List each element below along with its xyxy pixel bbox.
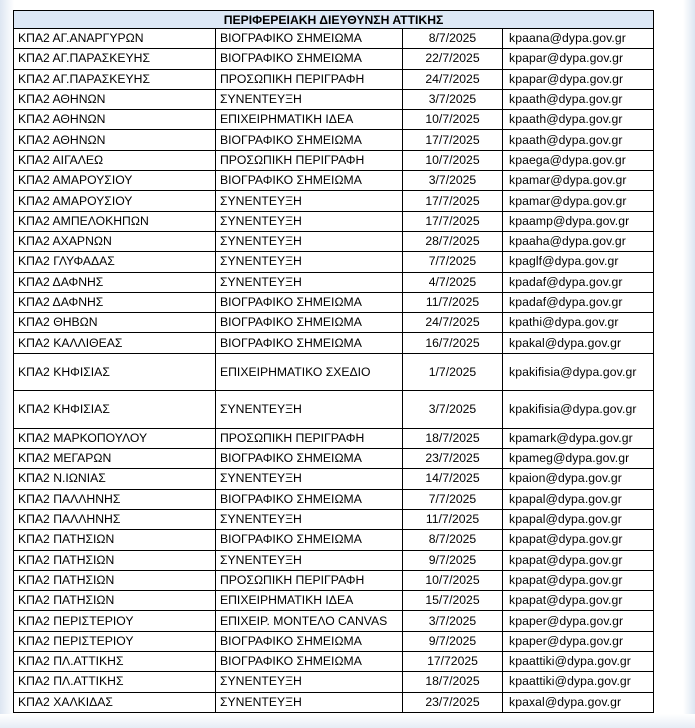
session-type-cell: ΣΥΝΕΝΤΕΥΞΗ (216, 191, 403, 211)
office-cell: ΚΠΑ2 ΑΙΓΑΛΕΩ (14, 150, 216, 170)
office-cell: ΚΠΑ2 ΠΑΤΗΣΙΩΝ (14, 591, 216, 611)
office-cell: ΚΠΑ2 ΑΘΗΝΩΝ (14, 110, 216, 130)
table-row (14, 252, 654, 272)
email-cell: kpaxal@dypa.gov.gr (503, 692, 654, 712)
office-cell: ΚΠΑ2 ΑΘΗΝΩΝ (14, 89, 216, 109)
date-cell: 18/7/2025 (403, 428, 503, 448)
table-row (14, 428, 654, 448)
date-cell: 24/7/2025 (403, 69, 503, 89)
table-row (14, 150, 654, 170)
table-row (14, 672, 654, 692)
email-cell: kpaper@dypa.gov.gr (503, 611, 654, 631)
session-type-cell: ΒΙΟΓΡΑΦΙΚΟ ΣΗΜΕΙΩΜΑ (216, 489, 403, 509)
date-cell: 9/7/2025 (403, 550, 503, 570)
date-cell: 10/7/2025 (403, 110, 503, 130)
date-cell: 17/72025 (403, 652, 503, 672)
office-cell: ΚΠΑ2 ΑΓ.ΠΑΡΑΣΚΕΥΗΣ (14, 69, 216, 89)
office-cell: ΚΠΑ2 ΜΕΓΑΡΩΝ (14, 449, 216, 469)
table-row (14, 509, 654, 529)
email-cell: kpaega@dypa.gov.gr (503, 150, 654, 170)
office-cell: ΚΠΑ2 ΠΑΛΛΗΝΗΣ (14, 509, 216, 529)
email-cell: kpadaf@dypa.gov.gr (503, 272, 654, 292)
session-type-cell: ΠΡΟΣΩΠΙΚΗ ΠΕΡΙΓΡΑΦΗ (216, 69, 403, 89)
email-cell: kpapar@dypa.gov.gr (503, 69, 654, 89)
table-row (14, 313, 654, 333)
email-cell: kpaaha@dypa.gov.gr (503, 231, 654, 251)
date-cell: 7/7/2025 (403, 252, 503, 272)
email-cell: kpaath@dypa.gov.gr (503, 110, 654, 130)
email-cell: kpapat@dypa.gov.gr (503, 570, 654, 590)
office-cell: ΚΠΑ2 ΠΑΤΗΣΙΩΝ (14, 530, 216, 550)
office-cell: ΚΠΑ2 ΠΛ.ΑΤΤΙΚΗΣ (14, 652, 216, 672)
email-cell: kpakal@dypa.gov.gr (503, 333, 654, 353)
date-cell: 17/7/2025 (403, 191, 503, 211)
email-cell: kpaamp@dypa.gov.gr (503, 211, 654, 231)
session-type-cell: ΒΙΟΓΡΑΦΙΚΟ ΣΗΜΕΙΩΜΑ (216, 49, 403, 69)
session-type-cell: ΒΙΟΓΡΑΦΙΚΟ ΣΗΜΕΙΩΜΑ (216, 130, 403, 150)
date-cell: 10/7/2025 (403, 150, 503, 170)
date-cell: 7/7/2025 (403, 489, 503, 509)
session-type-cell: ΣΥΝΕΝΤΕΥΞΗ (216, 231, 403, 251)
table-row (14, 171, 654, 191)
date-cell: 11/7/2025 (403, 509, 503, 529)
email-cell: kpapat@dypa.gov.gr (503, 591, 654, 611)
date-cell: 15/7/2025 (403, 591, 503, 611)
office-cell: ΚΠΑ2 ΑΜΑΡΟΥΣΙΟΥ (14, 171, 216, 191)
email-cell: kpaana@dypa.gov.gr (503, 29, 654, 49)
date-cell: 3/7/2025 (403, 89, 503, 109)
session-type-cell: ΣΥΝΕΝΤΕΥΞΗ (216, 550, 403, 570)
date-cell: 17/7/2025 (403, 211, 503, 231)
session-type-cell: ΒΙΟΓΡΑΦΙΚΟ ΣΗΜΕΙΩΜΑ (216, 333, 403, 353)
session-type-cell: ΕΠΙΧΕΙΡΗΜΑΤΙΚΗ ΙΔΕΑ (216, 110, 403, 130)
table-row (14, 333, 654, 353)
email-cell: kpameg@dypa.gov.gr (503, 449, 654, 469)
office-cell: ΚΠΑ2 ΔΑΦΝΗΣ (14, 292, 216, 312)
table-row (14, 530, 654, 550)
email-cell: kpaion@dypa.gov.gr (503, 469, 654, 489)
session-type-cell: ΒΙΟΓΡΑΦΙΚΟ ΣΗΜΕΙΩΜΑ (216, 530, 403, 550)
table-header-title: ΠΕΡΙΦΕΡΕΙΑΚΗ ΔΙΕΥΘΥΝΣΗ ΑΤΤΙΚΗΣ (14, 11, 654, 29)
table-row (14, 29, 654, 49)
table-body (14, 29, 654, 713)
office-cell: ΚΠΑ2 ΑΜΠΕΛΟΚΗΠΩΝ (14, 211, 216, 231)
office-cell: ΚΠΑ2 ΑΜΑΡΟΥΣΙΟΥ (14, 191, 216, 211)
date-cell: 22/7/2025 (403, 49, 503, 69)
session-type-cell: ΣΥΝΕΝΤΕΥΞΗ (216, 391, 403, 429)
office-cell: ΚΠΑ2 ΘΗΒΩΝ (14, 313, 216, 333)
date-cell: 3/7/2025 (403, 611, 503, 631)
table-row (14, 611, 654, 631)
date-cell: 28/7/2025 (403, 231, 503, 251)
email-cell: kpaglf@dypa.gov.gr (503, 252, 654, 272)
email-cell: kpapat@dypa.gov.gr (503, 530, 654, 550)
session-type-cell: ΣΥΝΕΝΤΕΥΞΗ (216, 211, 403, 231)
office-cell: ΚΠΑ2 ΚΗΦΙΣΙΑΣ (14, 353, 216, 391)
office-cell: ΚΠΑ2 ΑΓ.ΠΑΡΑΣΚΕΥΗΣ (14, 49, 216, 69)
table-row (14, 130, 654, 150)
session-type-cell: ΒΙΟΓΡΑΦΙΚΟ ΣΗΜΕΙΩΜΑ (216, 171, 403, 191)
left-edge-shade (0, 0, 14, 728)
session-type-cell: ΣΥΝΕΝΤΕΥΞΗ (216, 252, 403, 272)
date-cell: 11/7/2025 (403, 292, 503, 312)
table-row (14, 631, 654, 651)
table-row (14, 570, 654, 590)
table-row (14, 449, 654, 469)
session-type-cell: ΒΙΟΓΡΑΦΙΚΟ ΣΗΜΕΙΩΜΑ (216, 449, 403, 469)
table-row (14, 231, 654, 251)
table-row (14, 89, 654, 109)
table-row (14, 49, 654, 69)
table-row (14, 353, 654, 391)
office-cell: ΚΠΑ2 ΔΑΦΝΗΣ (14, 272, 216, 292)
session-type-cell: ΕΠΙΧΕΙΡΗΜΑΤΙΚΟ ΣΧΕΔΙΟ (216, 353, 403, 391)
session-type-cell: ΣΥΝΕΝΤΕΥΞΗ (216, 89, 403, 109)
email-cell: kpapat@dypa.gov.gr (503, 550, 654, 570)
office-cell: ΚΠΑ2 ΠΑΤΗΣΙΩΝ (14, 570, 216, 590)
session-type-cell: ΒΙΟΓΡΑΦΙΚΟ ΣΗΜΕΙΩΜΑ (216, 652, 403, 672)
email-cell: kpadaf@dypa.gov.gr (503, 292, 654, 312)
table-row (14, 469, 654, 489)
session-type-cell: ΒΙΟΓΡΑΦΙΚΟ ΣΗΜΕΙΩΜΑ (216, 313, 403, 333)
date-cell: 8/7/2025 (403, 530, 503, 550)
email-cell: kpaattiki@dypa.gov.gr (503, 652, 654, 672)
email-cell: kpamar@dypa.gov.gr (503, 171, 654, 191)
session-type-cell: ΕΠΙΧΕΙΡ. ΜΟΝΤΕΛΟ CANVAS (216, 611, 403, 631)
date-cell: 4/7/2025 (403, 272, 503, 292)
table-row (14, 292, 654, 312)
email-cell: kpakifisia@dypa.gov.gr (503, 391, 654, 429)
session-type-cell: ΠΡΟΣΩΠΙΚΗ ΠΕΡΙΓΡΑΦΗ (216, 428, 403, 448)
email-cell: kpathi@dypa.gov.gr (503, 313, 654, 333)
session-type-cell: ΒΙΟΓΡΑΦΙΚΟ ΣΗΜΕΙΩΜΑ (216, 29, 403, 49)
session-type-cell: ΕΠΙΧΕΙΡΗΜΑΤΙΚΗ ΙΔΕΑ (216, 591, 403, 611)
date-cell: 18/7/2025 (403, 672, 503, 692)
office-cell: ΚΠΑ2 ΑΓ.ΑΝΑΡΓΥΡΩΝ (14, 29, 216, 49)
email-cell: kpaath@dypa.gov.gr (503, 130, 654, 150)
office-cell: ΚΠΑ2 ΑΘΗΝΩΝ (14, 130, 216, 150)
date-cell: 16/7/2025 (403, 333, 503, 353)
office-cell: ΚΠΑ2 ΑΧΑΡΝΩΝ (14, 231, 216, 251)
table-row (14, 211, 654, 231)
office-cell: ΚΠΑ2 ΜΑΡΚΟΠΟΥΛΟΥ (14, 428, 216, 448)
table-row (14, 191, 654, 211)
office-cell: ΚΠΑ2 ΠΕΡΙΣΤΕΡΙΟΥ (14, 631, 216, 651)
office-cell: ΚΠΑ2 ΠΛ.ΑΤΤΙΚΗΣ (14, 672, 216, 692)
table-header-row (14, 11, 654, 29)
date-cell: 24/7/2025 (403, 313, 503, 333)
date-cell: 23/7/2025 (403, 449, 503, 469)
table-row (14, 692, 654, 712)
bottom-edge-shade (0, 714, 695, 728)
date-cell: 23/7/2025 (403, 692, 503, 712)
table-row (14, 652, 654, 672)
table-row (14, 391, 654, 429)
session-type-cell: ΣΥΝΕΝΤΕΥΞΗ (216, 672, 403, 692)
session-type-cell: ΣΥΝΕΝΤΕΥΞΗ (216, 509, 403, 529)
session-type-cell: ΣΥΝΕΝΤΕΥΞΗ (216, 272, 403, 292)
email-cell: kpamar@dypa.gov.gr (503, 191, 654, 211)
email-cell: kpaath@dypa.gov.gr (503, 89, 654, 109)
office-cell: ΚΠΑ2 ΠΑΤΗΣΙΩΝ (14, 550, 216, 570)
email-cell: kpamark@dypa.gov.gr (503, 428, 654, 448)
table-row (14, 110, 654, 130)
date-cell: 3/7/2025 (403, 171, 503, 191)
email-cell: kpapal@dypa.gov.gr (503, 509, 654, 529)
email-cell: kpapar@dypa.gov.gr (503, 49, 654, 69)
session-type-cell: ΠΡΟΣΩΠΙΚΗ ΠΕΡΙΓΡΑΦΗ (216, 150, 403, 170)
office-cell: ΚΠΑ2 ΚΑΛΛΙΘΕΑΣ (14, 333, 216, 353)
table-row (14, 489, 654, 509)
office-cell: ΚΠΑ2 ΓΛΥΦΑΔΑΣ (14, 252, 216, 272)
office-cell: ΚΠΑ2 Ν.ΙΩΝΙΑΣ (14, 469, 216, 489)
session-type-cell: ΣΥΝΕΝΤΕΥΞΗ (216, 692, 403, 712)
schedule-table (13, 10, 654, 713)
right-edge-shade (683, 0, 695, 728)
session-type-cell: ΠΡΟΣΩΠΙΚΗ ΠΕΡΙΓΡΑΦΗ (216, 570, 403, 590)
office-cell: ΚΠΑ2 ΠΕΡΙΣΤΕΡΙΟΥ (14, 611, 216, 631)
email-cell: kpaper@dypa.gov.gr (503, 631, 654, 651)
table-row (14, 591, 654, 611)
email-cell: kpaattiki@dypa.gov.gr (503, 672, 654, 692)
date-cell: 9/7/2025 (403, 631, 503, 651)
date-cell: 14/7/2025 (403, 469, 503, 489)
session-type-cell: ΣΥΝΕΝΤΕΥΞΗ (216, 469, 403, 489)
table-row (14, 550, 654, 570)
table-row (14, 69, 654, 89)
office-cell: ΚΠΑ2 ΚΗΦΙΣΙΑΣ (14, 391, 216, 429)
office-cell: ΚΠΑ2 ΧΑΛΚΙΔΑΣ (14, 692, 216, 712)
email-cell: kpapal@dypa.gov.gr (503, 489, 654, 509)
session-type-cell: ΒΙΟΓΡΑΦΙΚΟ ΣΗΜΕΙΩΜΑ (216, 631, 403, 651)
date-cell: 1/7/2025 (403, 353, 503, 391)
table-row (14, 272, 654, 292)
date-cell: 3/7/2025 (403, 391, 503, 429)
date-cell: 17/7/2025 (403, 130, 503, 150)
date-cell: 10/7/2025 (403, 570, 503, 590)
session-type-cell: ΒΙΟΓΡΑΦΙΚΟ ΣΗΜΕΙΩΜΑ (216, 292, 403, 312)
office-cell: ΚΠΑ2 ΠΑΛΛΗΝΗΣ (14, 489, 216, 509)
email-cell: kpakifisia@dypa.gov.gr (503, 353, 654, 391)
date-cell: 8/7/2025 (403, 29, 503, 49)
